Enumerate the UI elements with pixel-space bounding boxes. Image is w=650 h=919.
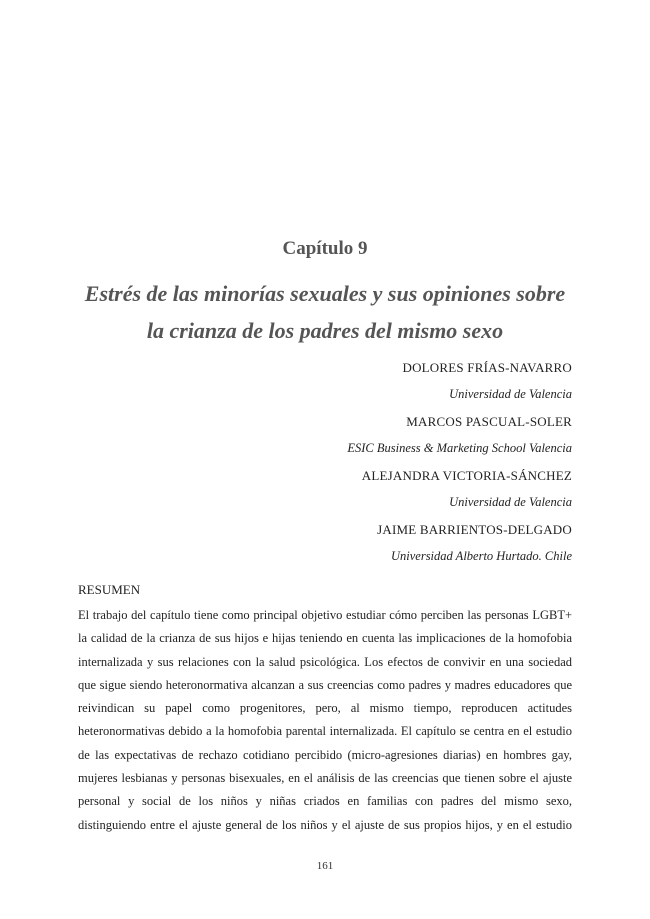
- abstract-line: reivindican su papel como progenitores, pero, al mismo tiempo, reproducen actitudes: [78, 701, 572, 716]
- author-affiliation: Universidad de Valencia: [449, 495, 572, 509]
- abstract-line: la calidad de la crianza de sus hijos e hijas teniendo en cuenta las implicaciones de la homofobia: [78, 631, 572, 646]
- abstract-body: [78, 604, 572, 837]
- abstract-line: mujeres lesbianas y personas bisexuales, en el análisis de las creencias que tienen sobre el ajuste: [78, 771, 572, 786]
- abstract-line: internalizada y sus relaciones con la salud psicológica. Los efectos de convivir en una sociedad: [78, 654, 572, 669]
- author-name: DOLORES FRÍAS-NAVARRO: [402, 360, 572, 375]
- chapter-number: Capítulo 9: [282, 238, 368, 259]
- author-list: [347, 354, 572, 570]
- abstract-line: que sigue siendo heteronormativa alcanzan a sus creencias como padres y madres educadores que: [78, 677, 572, 692]
- abstract-line: distinguiendo entre el ajuste general de los niños y el ajuste de sus propios hijos, y en el estudio: [78, 817, 572, 832]
- abstract-line: personal y social de los niños y niñas criados en familias con padres del mismo sexo,: [78, 794, 572, 809]
- author-affiliation: Universidad de Valencia: [449, 387, 572, 401]
- author-name: MARCOS PASCUAL-SOLER: [406, 414, 572, 429]
- author-affiliation: ESIC Business & Marketing School Valencia: [347, 441, 572, 455]
- author-name: ALEJANDRA VICTORIA-SÁNCHEZ: [361, 468, 572, 483]
- chapter-title: [40, 275, 610, 349]
- abstract-line: El trabajo del capítulo tiene como principal objetivo estudiar cómo perciben las personas LGBT+: [78, 608, 572, 622]
- abstract-heading: RESUMEN: [78, 582, 141, 597]
- author-affiliation: Universidad Alberto Hurtado. Chile: [390, 549, 572, 563]
- author-name: JAIME BARRIENTOS-DELGADO: [377, 522, 572, 537]
- abstract-line: heteronormativas debido a la homofobia parental internalizada. El capítulo se centra en el estudio: [78, 724, 572, 739]
- chapter-title-line: la crianza de los padres del mismo sexo: [146, 318, 504, 343]
- chapter-title-line: Estrés de las minorías sexuales y sus opiniones sobre: [84, 281, 566, 306]
- page-number: 161: [316, 860, 334, 872]
- abstract-line: de las expectativas de rechazo cotidiano percibido (micro-agresiones diarias) en hombres gay,: [78, 747, 572, 762]
